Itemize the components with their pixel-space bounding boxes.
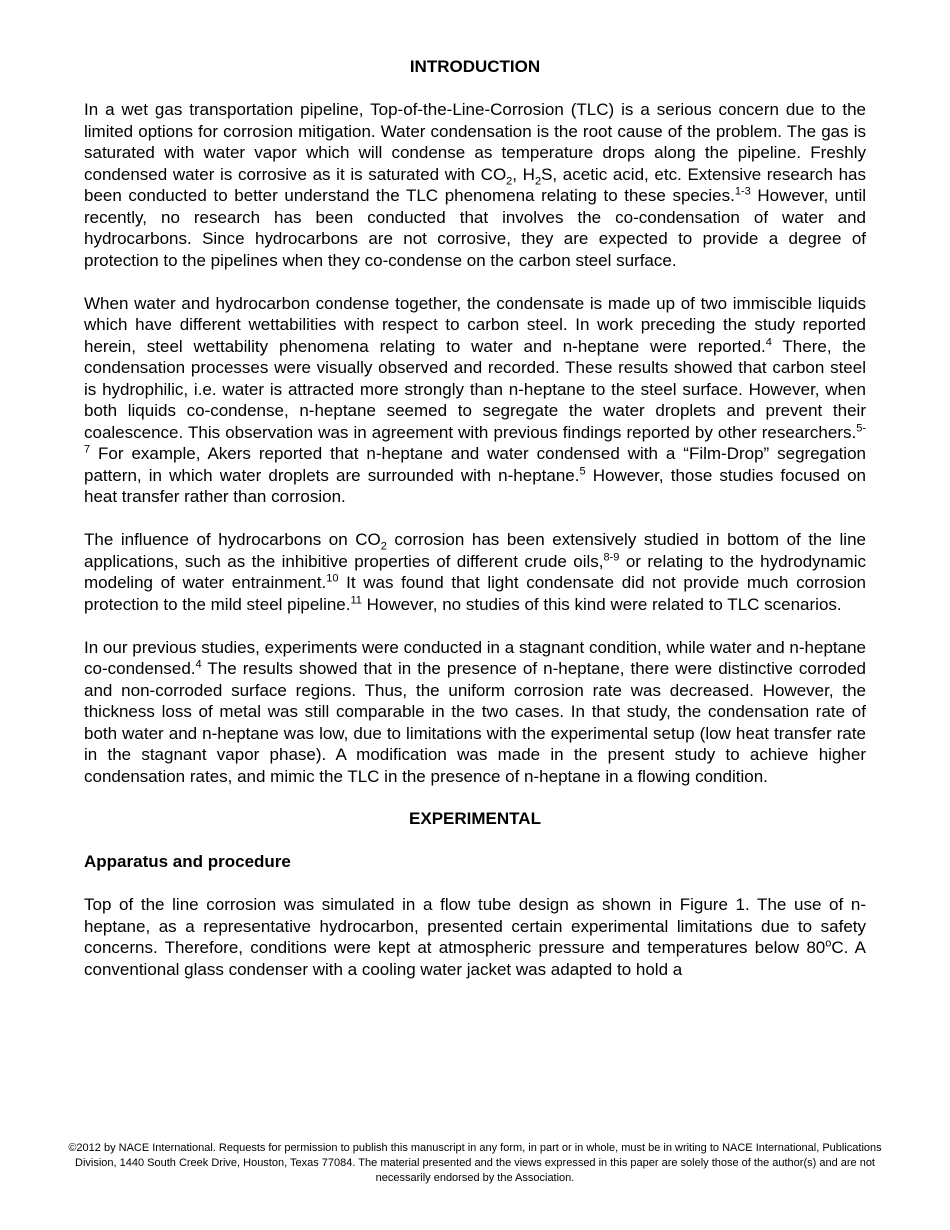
introduction-heading: INTRODUCTION [409,57,541,76]
citation-ref: 10 [326,572,339,585]
experimental-heading: EXPERIMENTAL [409,809,541,828]
page-content [84,56,866,980]
introduction-paragraph-2: When water and hydrocarbon condense together, the condensate is made up of two immiscible liquids which have different wettabilities with respect to carbon steel. In work preceding the study reported herein, steel wettability phenomena relating to water and n-heptane were reported.$^4$ There, the condensation processes were visually observed and recorded. These results showed that carbon steel is hydrophilic, i.e. water is attracted more strongly than n-heptane to the steel surface. However, when both liquids co-condense, n-heptane seemed to segregate the water droplets and prevent their coalescence. This observation was in agreement with previous findings reported by other researchers.$^{5-7}$ For example, Akers reported that n-heptane and water condensed with a “Film-Drop” segregation pattern, in which water droplets are surrounded with n-heptane.$^5$ However, those studies focused on heat transfer rather than corrosion. [84,293,866,506]
citation-ref: 5 [579,464,586,477]
introduction-paragraph-3: The influence of hydrocarbons on $CO_2$ corrosion has been extensively studied in bottom of the line applications, such as the inhibitive properties of different crude oils,$^{8-9}$ or relating to the hydrodynamic modeling of water entrainment.$^{10}$ It was found that light condensate did not provide much corrosion protection to the mild steel pipeline.$^{11}$ However, no studies of this kind were related to TLC scenarios. [84,530,867,614]
copyright-footer: ©2012 by NACE International. Requests for permission to publish this manuscript in any form, in part or in whole, must be in writing to NACE International, Publications Division, 1440 South Creek Drive, Houston, Texas 77084. The material presented and the views expressed in this paper are solely those of the author(s) and are not necessarily endorsed by the Association. [68,1142,882,1184]
citation-ref: 11 [350,593,362,606]
experimental-paragraph-1: Top of the line corrosion was simulated in a flow tube design as shown in Figure 1. The use of n-heptane, as a representative hydrocarbon, presented certain experimental limitations due to safety concerns. Therefore, conditions were kept at atmospheric pressure and temperatures below 80$^o$C. A conventional glass condenser with a cooling water jacket was adapted to hold a [84,895,866,979]
citation-ref: 4 [195,658,202,671]
introduction-paragraph-1: In a wet gas transportation pipeline, Top-of-the-Line-Corrosion (TLC) is a serious concern due to the limited options for corrosion mitigation. Water condensation is the root cause of the problem. The gas is saturated with water vapor which will condense as temperature drops along the pipeline. Freshly condensed water is corrosive as it is saturated with $CO_2$, $H_2S$, acetic acid, etc. Extensive research has been conducted to better understand the TLC phenomena relating to these species.$^{1-3}$ However, until recently, no research has been conducted that involves the co-condensation of water and hydrocarbons. Since hydrocarbons are not corrosive, they are expected to provide a degree of protection to the pipelines when they co-condense on the carbon steel surface. [84,100,867,270]
citation-ref: 4 [765,335,772,348]
introduction-paragraph-4: In our previous studies, experiments were conducted in a stagnant condition, while water and n-heptane co-condensed.$^4$ The results showed that in the presence of n-heptane, there were distinctive corroded and non-corroded surface regions. Thus, the uniform corrosion rate was decreased. However, the thickness loss of metal was still comparable in the two cases. In that study, the condensation rate of both water and n-heptane was low, due to limitations with the experimental setup (low heat transfer rate in the stagnant vapor phase). A modification was made in the present study to achieve higher condensation rates, and mimic the TLC in the presence of n-heptane in a flowing condition. [84,637,866,786]
citation-ref: 5-7 [84,421,866,456]
citation-ref: 8-9 [603,550,620,563]
apparatus-subheading: Apparatus and procedure [84,852,291,871]
citation-ref: 1-3 [734,185,751,198]
